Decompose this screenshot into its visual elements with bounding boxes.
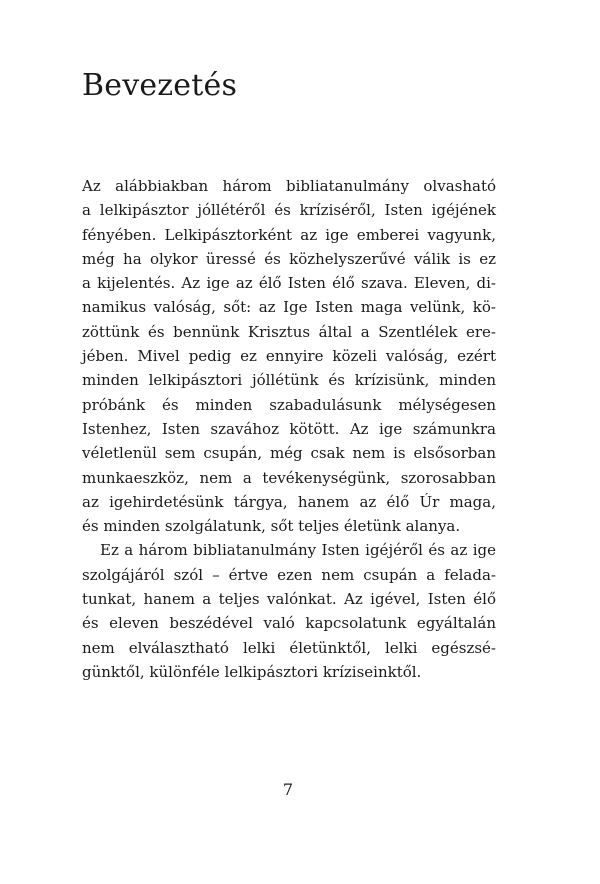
text-line: tunkat, hanem a teljes valónkat. Az igével, Isten élő xyxy=(82,590,496,609)
text-line: minden lelkipásztori jóllétünk és krízisünk, minden xyxy=(82,371,496,390)
text-line: namikus valóság, sőt: az Ige Isten maga velünk, kö- xyxy=(82,298,496,317)
page-number: 7 xyxy=(282,780,294,799)
paragraph-1 xyxy=(82,174,496,538)
text-line: nem elválasztható lelki életünktől, lelki egészsé- xyxy=(82,638,496,657)
text-line: és eleven beszédével való kapcsolatunk egyáltalán xyxy=(82,614,496,633)
text-line: Ez a három bibliatanulmány Isten igéjéről és az ige xyxy=(100,541,496,560)
text-line: günktől, különféle lelkipásztori kríziseinktől. xyxy=(82,662,422,681)
text-line: szolgájáról szól – értve ezen nem csupán a felada- xyxy=(82,565,496,584)
text-line: a lelkipásztor jóllétéről és kríziséről, Isten igéjének xyxy=(82,201,496,220)
text-line: a kijelentés. Az ige az élő Isten élő szava. Eleven, di- xyxy=(82,274,496,293)
text-line: jében. Mivel pedig ez ennyire közeli valóság, ezért xyxy=(82,347,496,366)
text-line: Istenhez, Isten szavához kötött. Az ige számunkra xyxy=(82,419,496,438)
paragraph-2 xyxy=(82,538,496,684)
text-line: az igehirdetésünk tárgya, hanem az élő Úr maga, xyxy=(82,492,496,511)
text-line: Az alábbiakban három bibliatanulmány olvasható xyxy=(82,177,496,195)
text-line: munkaeszköz, nem a tevékenységünk, szorosabban xyxy=(82,468,496,487)
text-line: próbánk és minden szabadulásunk mélységesen xyxy=(82,395,496,414)
text-line: még ha olykor üressé és közhelyszerűvé válik is ez xyxy=(82,249,496,268)
text-line: zöttünk és bennünk Krisztus által a Szentlélek ere- xyxy=(82,322,496,341)
text-line: és minden szolgálatunk, sőt teljes életünk alanya. xyxy=(82,517,461,536)
body-text xyxy=(82,174,496,684)
chapter-title: Bevezetés xyxy=(82,68,238,103)
text-line: fényében. Lelkipásztorként az ige emberei vagyunk, xyxy=(82,225,496,244)
text-line: véletlenül sem csupán, még csak nem is elsősorban xyxy=(82,444,496,463)
